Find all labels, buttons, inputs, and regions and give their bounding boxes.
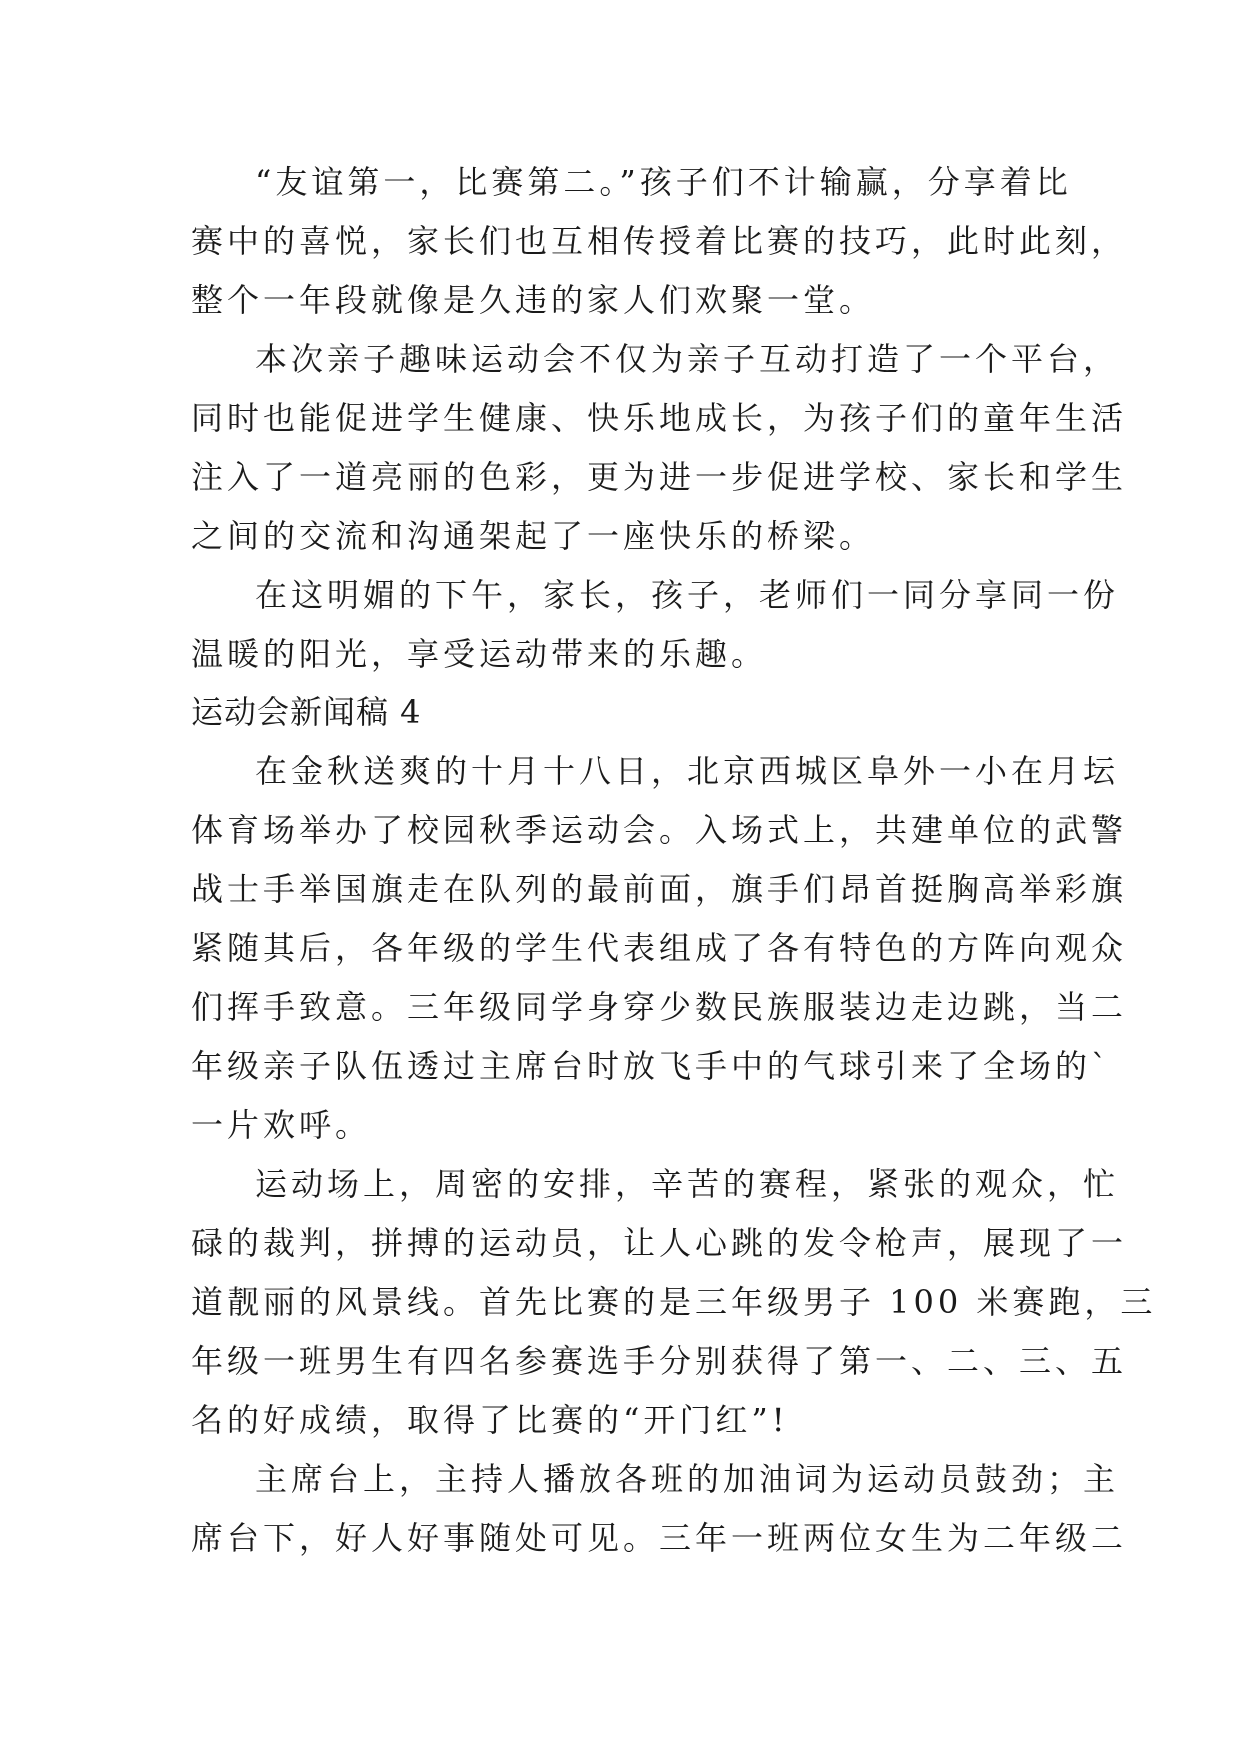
- paragraph-3-line-2: 温暖的阳光，享受运动带来的乐趣。: [191, 635, 768, 673]
- paragraph-2-line-4: 之间的交流和沟通架起了一座快乐的桥梁。: [191, 517, 876, 555]
- paragraph-4-line-5: 们挥手致意。三年级同学身穿少数民族服装边走边跳，当二: [191, 988, 1128, 1026]
- paragraph-4-line-2: 体育场举办了校园秋季运动会。入场式上，共建单位的武警: [191, 811, 1128, 849]
- paragraph-5-line-2: 碌的裁判，拼搏的运动员，让人心跳的发令枪声，展现了一: [191, 1224, 1128, 1262]
- paragraph-4-line-4: 紧随其后，各年级的学生代表组成了各有特色的方阵向观众: [191, 929, 1128, 967]
- paragraph-4-line-1: 在金秋送爽的十月十八日，北京西城区阜外一小在月坛: [255, 752, 1120, 790]
- paragraph-4-line-3: 战士手举国旗走在队列的最前面，旗手们昂首挺胸高举彩旗: [191, 870, 1128, 908]
- paragraph-5-line-1: 运动场上，周密的安排，辛苦的赛程，紧张的观众，忙: [255, 1165, 1120, 1203]
- paragraph-1-line-3: 整个一年段就像是久违的家人们欢聚一堂。: [191, 281, 876, 319]
- paragraph-6-line-1: 主席台上，主持人播放各班的加油词为运动员鼓劲；主: [255, 1460, 1120, 1498]
- paragraph-2-line-1: 本次亲子趣味运动会不仅为亲子互动打造了一个平台，: [255, 340, 1120, 378]
- paragraph-5-line-3: 道靓丽的风景线。首先比赛的是三年级男子 100 米赛跑，三: [191, 1283, 1157, 1321]
- paragraph-1-line-1: “友谊第一，比赛第二。”孩子们不计输赢，分享着比: [255, 163, 1072, 201]
- paragraph-5-line-5: 名的好成绩，取得了比赛的“开门红”!: [191, 1401, 789, 1439]
- paragraph-2-line-2: 同时也能促进学生健康、快乐地成长，为孩子们的童年生活: [191, 399, 1128, 437]
- paragraph-4-line-7: 一片欢呼。: [191, 1106, 372, 1144]
- paragraph-1-line-2: 赛中的喜悦，家长们也互相传授着比赛的技巧，此时此刻，: [191, 222, 1128, 260]
- paragraph-5-line-4: 年级一班男生有四名参赛选手分别获得了第一、二、三、五: [191, 1342, 1128, 1380]
- section-heading: 运动会新闻稿 4: [191, 693, 422, 731]
- paragraph-3-line-1: 在这明媚的下午，家长，孩子，老师们一同分享同一份: [255, 576, 1120, 614]
- paragraph-4-line-6: 年级亲子队伍透过主席台时放飞手中的气球引来了全场的`: [191, 1047, 1112, 1085]
- paragraph-6-line-2: 席台下，好人好事随处可见。三年一班两位女生为二年级二: [191, 1519, 1128, 1557]
- paragraph-2-line-3: 注入了一道亮丽的色彩，更为进一步促进学校、家长和学生: [191, 458, 1128, 496]
